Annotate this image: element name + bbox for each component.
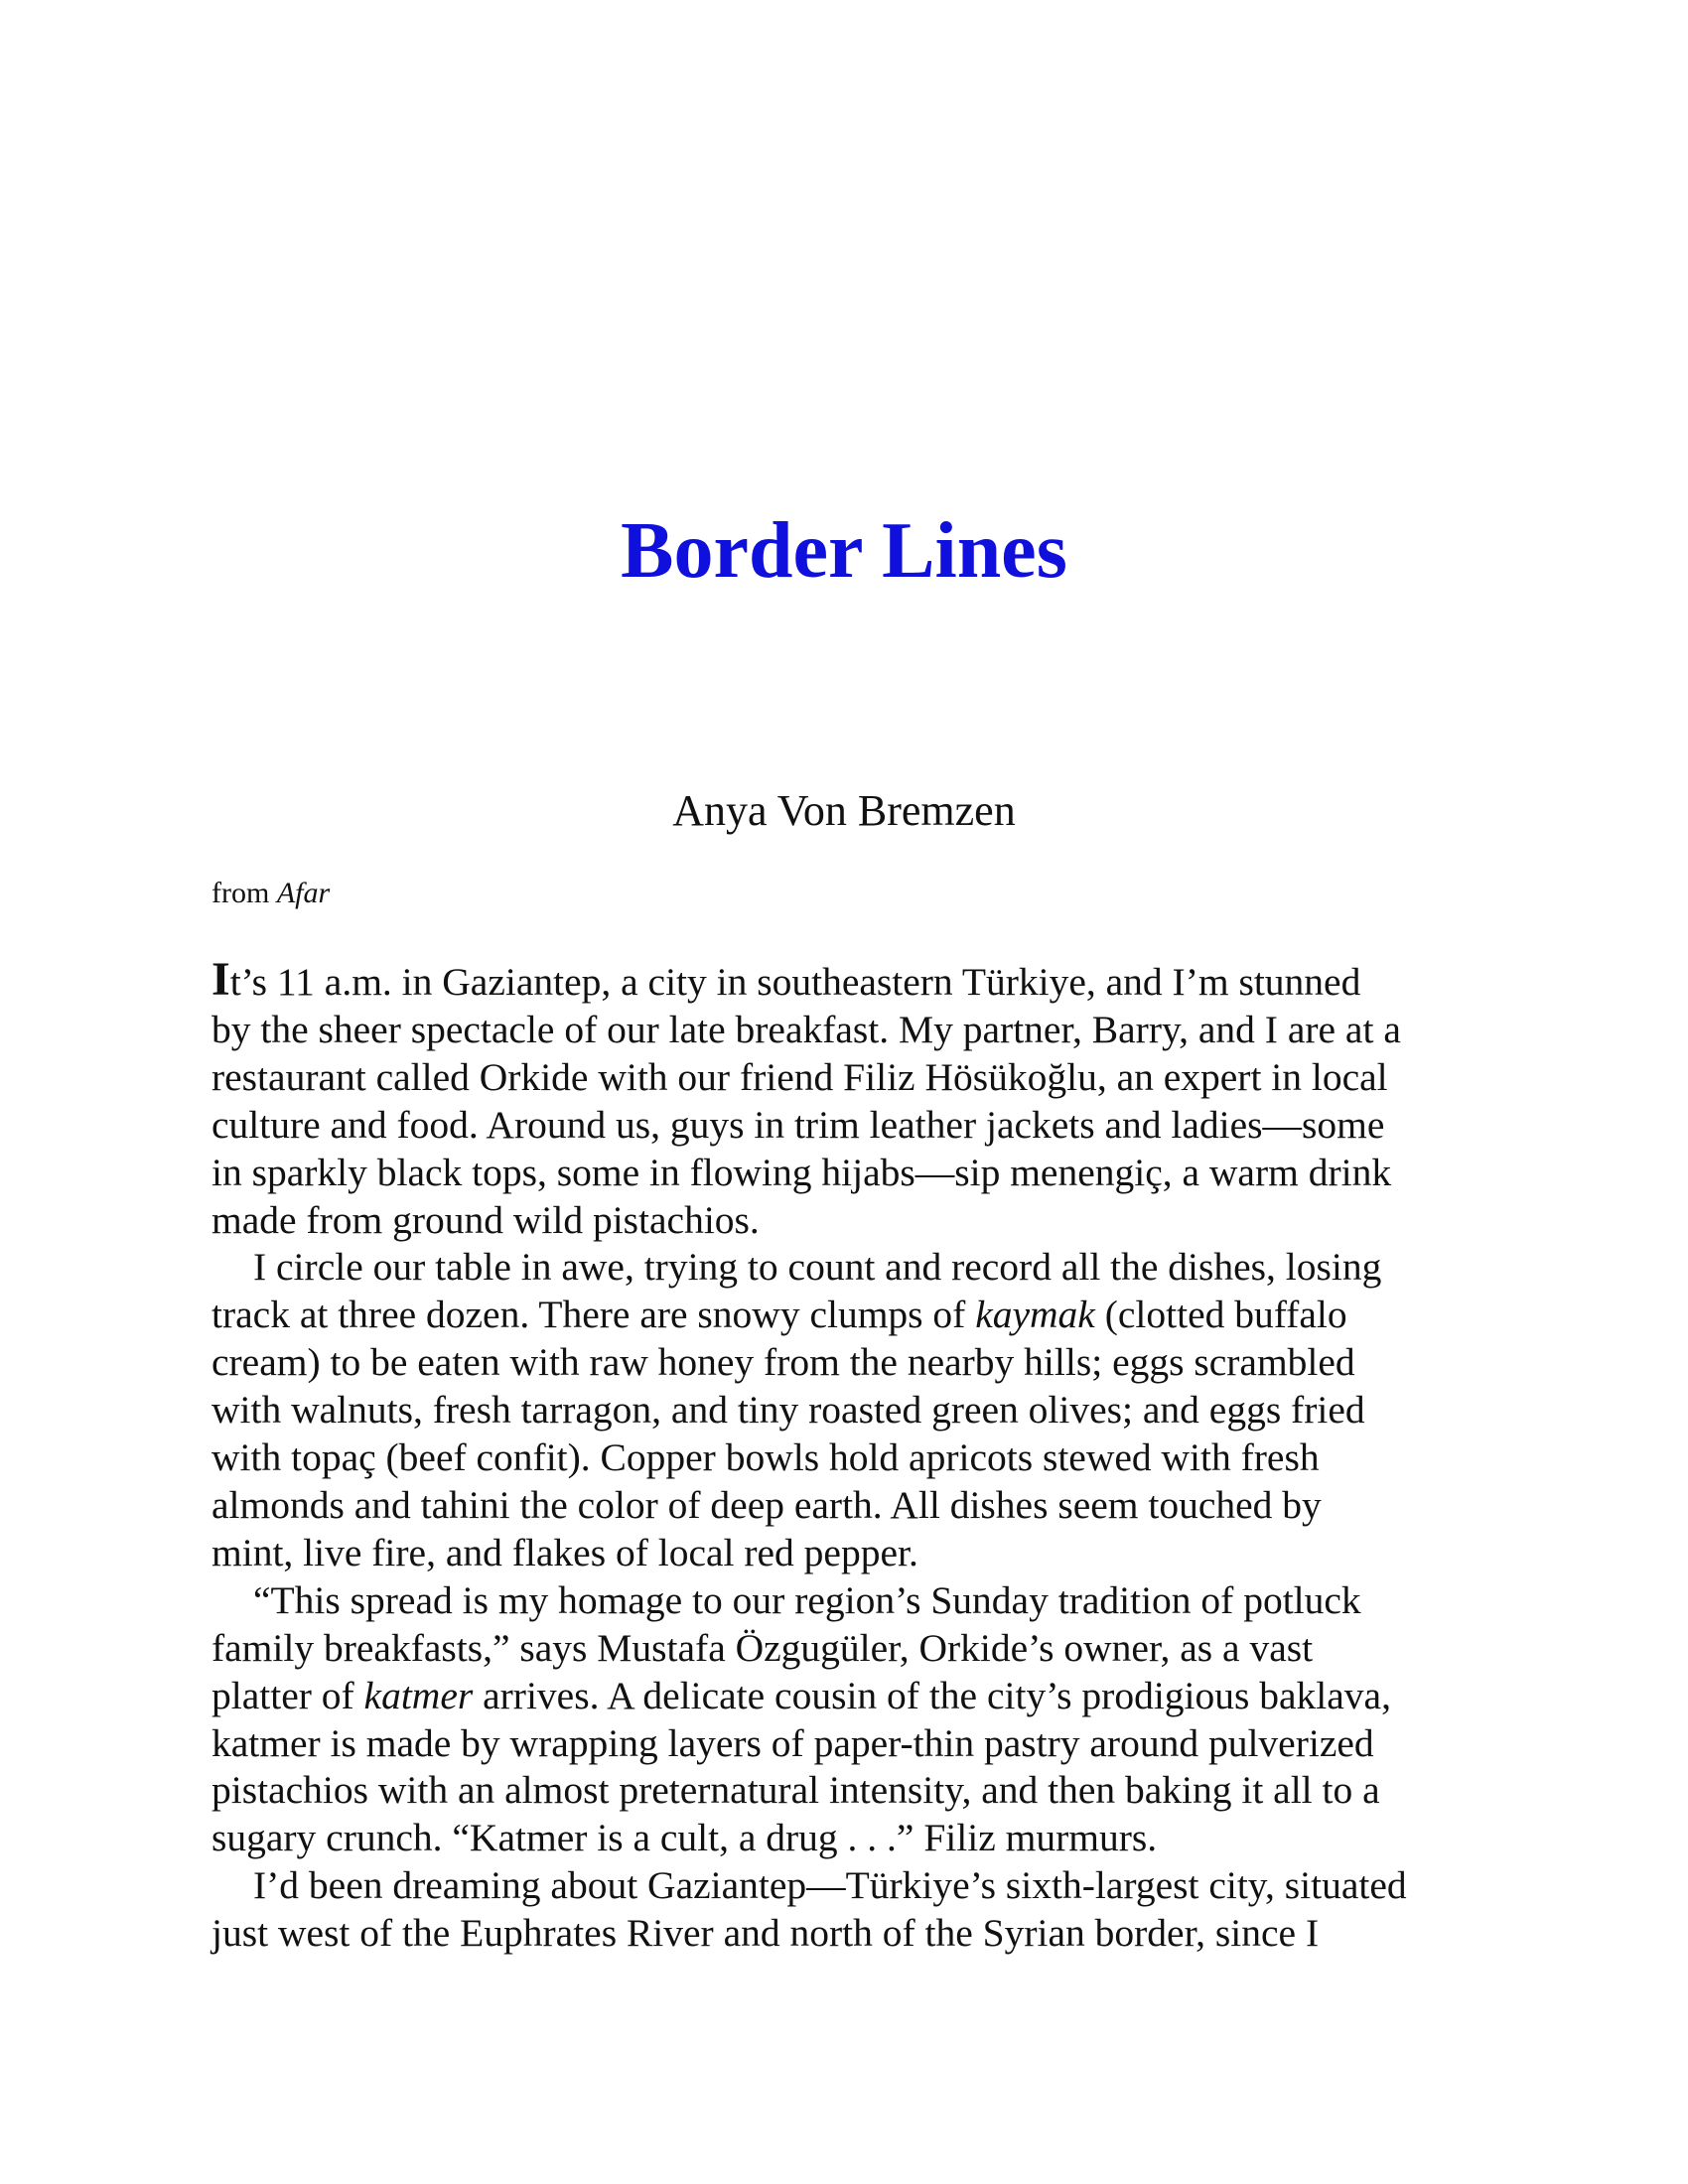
article-author: Anya Von Bremzen <box>672 786 1016 835</box>
paragraph-line <box>211 1482 1492 1530</box>
line-text: arrives. A delicate cousin of the city’s prodigious baklava, <box>473 1673 1391 1717</box>
paragraph-line <box>211 1244 1492 1292</box>
paragraph-2 <box>211 1244 1492 1576</box>
paragraph-line: made from ground wild pistachios. <box>211 1197 760 1242</box>
paragraph-line <box>211 1720 1492 1768</box>
italic-term: kaymak <box>975 1293 1095 1337</box>
line-text: mint, live fire, and flakes of local red pepper. <box>211 1530 918 1574</box>
paragraph-line: in sparkly black tops, some in flowing hijabs—sip menengiç, a warm drink <box>211 1150 1392 1194</box>
source-credit <box>211 874 330 913</box>
paragraph-line <box>211 1767 1492 1815</box>
paragraph-line <box>211 1530 1492 1577</box>
source-publication: Afar <box>276 877 331 909</box>
line-text: cream) to be eaten with raw honey from the nearby hills; eggs scrambled <box>211 1340 1355 1385</box>
italic-term: katmer <box>363 1673 474 1717</box>
paragraph-line <box>211 1292 1492 1339</box>
line-text: (clotted buffalo <box>1094 1293 1347 1337</box>
line-text: with topaç (beef confit). Copper bowls hold apricots stewed with fresh <box>211 1435 1320 1480</box>
paragraph-line: restaurant called Orkide with our friend Filiz Hösükoğlu, an expert in local <box>211 1054 1388 1099</box>
paragraph-line <box>211 1387 1492 1434</box>
paragraph-line <box>211 1625 1492 1673</box>
line-text: I circle our table in awe, trying to count and record all the dishes, losing <box>253 1245 1382 1290</box>
paragraph-line <box>211 1815 1492 1862</box>
line-text: platter of <box>211 1673 364 1717</box>
line-text: family breakfasts,” says Mustafa Özgugüler, Orkide’s owner, as a vast <box>211 1625 1314 1670</box>
paragraph-line <box>211 953 1492 1007</box>
paragraph-line <box>211 1434 1492 1482</box>
line-text: just west of the Euphrates River and north of the Syrian border, since I <box>211 1911 1320 1956</box>
line-text: t’s 11 a.m. in Gaziantep, a city in southeastern Türkiye, and I’m stunned <box>229 960 1361 1004</box>
line-text: pistachios with an almost preternatural intensity, and then baking it all to a <box>211 1768 1380 1813</box>
line-text: almonds and tahini the color of deep earth. All dishes seem touched by <box>211 1482 1322 1527</box>
paragraph-4 <box>211 1862 1492 1958</box>
paragraph-line <box>211 1339 1492 1387</box>
paragraph-line: culture and food. Around us, guys in trim leather jackets and ladies—some <box>211 1102 1385 1147</box>
article-title: Border Lines <box>621 507 1067 595</box>
line-text: track at three dozen. There are snowy clumps of <box>211 1293 976 1337</box>
line-text: I’d been dreaming about Gaziantep—Türkiye’s sixth-largest city, situated <box>253 1863 1407 1908</box>
line-text: sugary crunch. “Katmer is a cult, a drug . . .” Filiz murmurs. <box>211 1816 1158 1860</box>
line-text: katmer is made by wrapping layers of paper-thin pastry around pulverized <box>211 1720 1374 1765</box>
paragraph-line <box>211 1673 1492 1720</box>
article-body <box>211 953 1492 1958</box>
line-text: “This spread is my homage to our region’s Sunday tradition of potluck <box>253 1577 1361 1622</box>
paragraph-3 <box>211 1577 1492 1862</box>
paragraph-line <box>211 1862 1492 1910</box>
paragraph-line <box>211 1577 1492 1625</box>
drop-cap: I <box>211 953 230 1006</box>
paragraph-1 <box>211 953 1492 1244</box>
paragraph-line: by the sheer spectacle of our late breakfast. My partner, Barry, and I are at a <box>211 1007 1401 1051</box>
paragraph-line <box>211 1910 1492 1958</box>
source-prefix: from <box>211 877 270 909</box>
line-text: with walnuts, fresh tarragon, and tiny roasted green olives; and eggs fried <box>211 1388 1365 1433</box>
